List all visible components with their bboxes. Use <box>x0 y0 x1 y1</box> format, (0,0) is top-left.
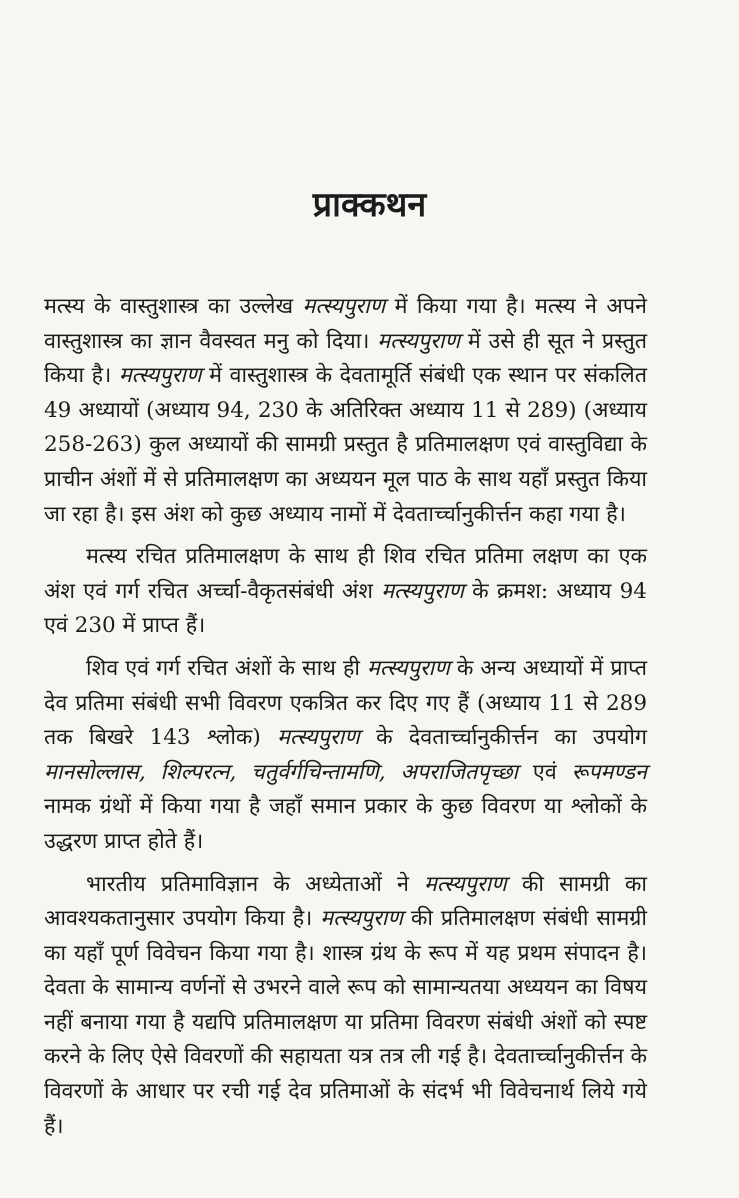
italic-title-text: मत्स्यपुराण <box>277 725 360 751</box>
paragraph-text: में किया गया है। मत्स्य ने अपने वास्तुशास्त्र का ज्ञान वैवस्वत मनु को दिया। <box>44 294 647 354</box>
paragraph-text: में वास्तुशास्त्र के देवतामूर्ति संबंधी एक स्थान पर संकलित 49 अध्यायों (अध्याय 94, 230 के अतिरिक्त अध्याय 11 से 289) (अध्याय 258-263) कुल अध्यायों की सामग्री प्रस्तुत है प्रतिमालक्षण एवं वास्तुविद्या के प्राचीन अंशों में से प्रतिमालक्षण का अध्ययन मूल पाठ के साथ यहाँ प्रस्तुत किया जा रहा है। इस अंश को कुछ अध्याय नामों में देवतार्च्चानुकीर्त्तन कहा गया है। <box>44 363 647 527</box>
paragraph-text: नामक ग्रंथों में किया गया है जहाँ समान प्रकार के कुछ विवरण या श्लोकों के उद्धरण प्राप्त होते हैं। <box>44 794 647 854</box>
paragraph-text: की सामग्री का आवश्यकतानुसार उपयोग किया है। <box>44 871 647 932</box>
paragraph-text: में उसे ही सूत ने प्रस्तुत किया है। <box>44 328 647 389</box>
paragraph-text: के क्रमश: अध्याय 94 एवं 230 में प्राप्त हैं। <box>44 578 647 639</box>
italic-title-text: मत्स्यपुराण <box>302 294 386 319</box>
paragraph-text: एवं <box>518 759 572 785</box>
italic-title-text: रूपमण्डन <box>571 759 647 785</box>
paragraph-text: मत्स्य के वास्तुशास्त्र का उल्लेख <box>44 294 303 319</box>
italic-title-text: मानसोल्लास, शिल्परत्न, चतुर्वर्गचिन्तामणि, अपराजितपृच्छा <box>44 759 518 785</box>
paragraph-3 <box>44 652 647 860</box>
italic-title-text: मत्स्यपुराण <box>377 328 460 354</box>
page-body <box>44 290 647 1144</box>
paragraph-text: के देवतार्च्चानुकीर्त्तन का उपयोग <box>359 725 647 751</box>
paragraph-text: भारतीय प्रतिमाविज्ञान के अध्येताओं ने <box>86 871 425 897</box>
paragraph-text: के अन्य अध्यायों में प्राप्त देव प्रतिमा संबंधी सभी विवरण एकत्रित कर दिए गए हैं (अध्याय 11 से 289 तक बिखरे 143 श्लोक) <box>44 655 648 751</box>
italic-title-text: मत्स्यपुराण <box>424 871 507 897</box>
italic-title-text: मत्स्यपुराण <box>367 655 450 681</box>
paragraph-text: मत्स्य रचित प्रतिमालक्षण के साथ ही शिव रचित प्रतिमा लक्षण का एक अंश एवं गर्ग रचित अर्च्चा-वैकृतसंबंधी अंश <box>44 544 647 604</box>
paragraph-4 <box>44 868 647 1145</box>
paragraph-1 <box>44 290 647 532</box>
italic-title-text: मत्स्यपुराण <box>381 578 464 604</box>
paragraph-text: शिव एवं गर्ग रचित अंशों के साथ ही <box>86 655 368 681</box>
italic-title-text: मत्स्यपुराण <box>320 906 403 932</box>
italic-title-text: मत्स्यपुराण <box>118 363 202 389</box>
paragraph-2 <box>44 540 647 644</box>
page-title: प्राक्कथन <box>312 185 427 225</box>
paragraph-text: की प्रतिमालक्षण संबंधी सामग्री का यहाँ पूर्ण विवेचन किया गया है। शास्त्र ग्रंथ के रूप में यह प्रथम संपादन है। देवता के सामान्य वर्णनों से उभरने वाले रूप को सामान्यतया अध्ययन का विषय नहीं बनाया गया है यद्यपि प्रतिमालक्षण या प्रतिमा विवरण संबंधी अंशों को स्पष्ट करने के लिए ऐसे विवरणों की सहायता यत्र तत्र ली गई है। देवतार्च्चानुकीर्त्तन के विवरणों के आधार पर रची गई देव प्रतिमाओं के संदर्भ भी विवेचनार्थ लिये गये हैं। <box>44 906 647 1139</box>
